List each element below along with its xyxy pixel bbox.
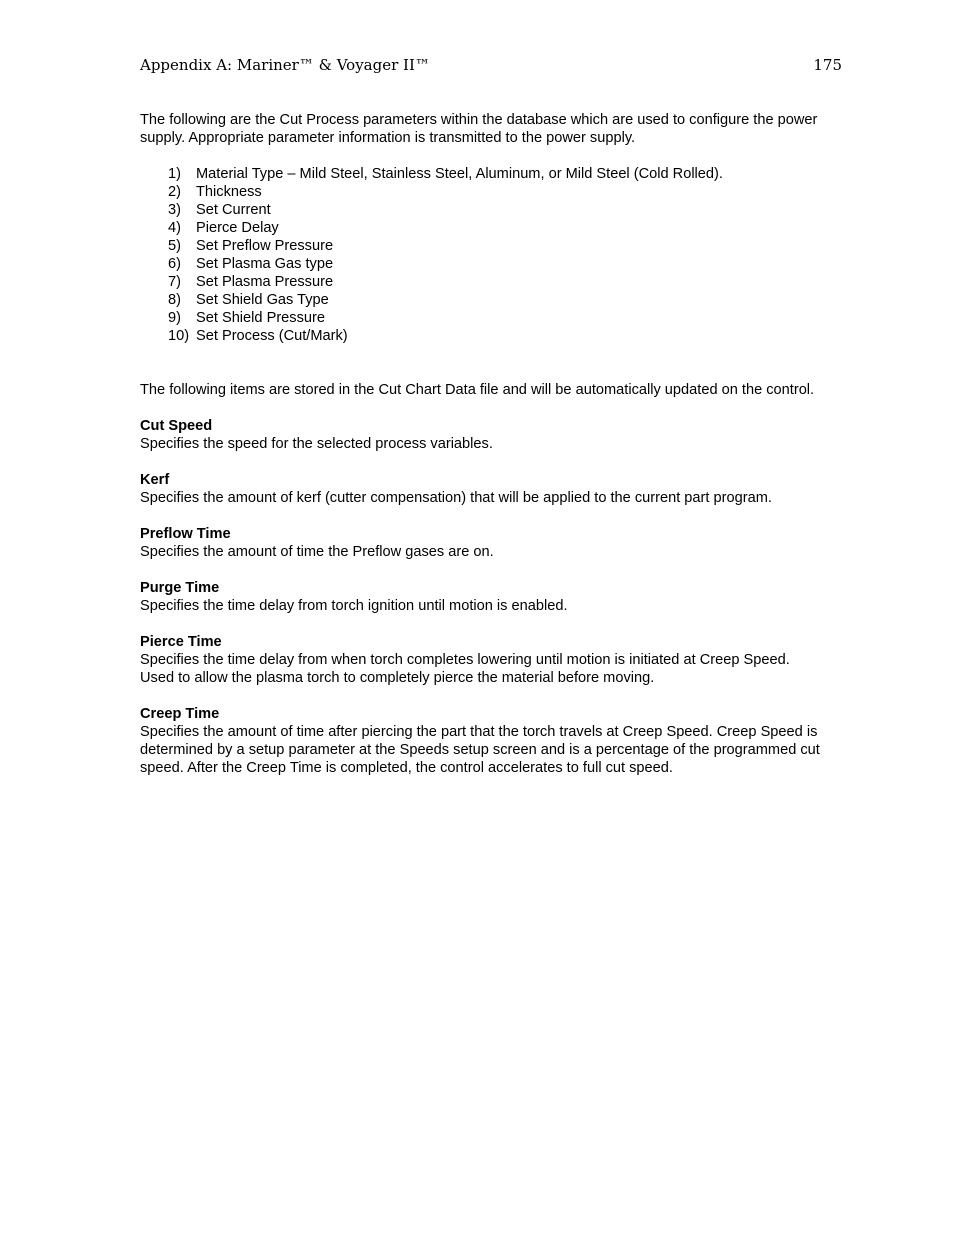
list-item-text: Set Shield Pressure: [196, 310, 325, 326]
list-item: [168, 291, 820, 309]
term-description: Specifies the amount of time the Preflow gases are on.: [140, 544, 494, 560]
header-title: Appendix A: Mariner™ & Voyager II™: [140, 56, 430, 74]
list-item-text: Set Preflow Pressure: [196, 238, 334, 254]
intro-paragraph: The following are the Cut Process parameters within the database which are used to configure the power supply. Appropriate parameter information is transmitted to the power supply.: [140, 112, 818, 146]
term-heading: Pierce Time: [140, 634, 222, 650]
term-pierce-time: [140, 633, 820, 687]
list-item: [168, 273, 820, 291]
list-item-number: 10): [168, 328, 190, 344]
list-item-text: Set Plasma Pressure: [196, 274, 334, 290]
list-item: [168, 237, 820, 255]
term-creep-time: [140, 705, 820, 777]
list-item: [168, 219, 820, 237]
list-item: [168, 255, 820, 273]
list-item-text: Set Plasma Gas type: [196, 256, 334, 272]
list-item: [168, 165, 820, 183]
list-item: [168, 327, 820, 345]
list-item-number: 3): [168, 202, 181, 218]
list-item: [168, 201, 820, 219]
term-purge-time: [140, 579, 820, 615]
parameter-list: [168, 165, 820, 345]
page-body: [140, 111, 820, 795]
stored-items-paragraph: The following items are stored in the Cut Chart Data file and will be automatically updated on the control.: [140, 382, 815, 398]
term-description: Specifies the amount of time after piercing the part that the torch travels at Creep Speed. Creep Speed is determined by a setup parameter at the Speeds setup screen and is a percentage of the programmed cut speed. After the Creep Time is completed, the control accelerates to full cut speed.: [140, 724, 820, 776]
list-item-number: 1): [168, 166, 181, 182]
list-item-number: 7): [168, 274, 181, 290]
term-kerf: [140, 471, 820, 507]
list-item-text: Set Process (Cut/Mark): [196, 328, 348, 344]
term-heading: Cut Speed: [140, 418, 213, 434]
term-description: Specifies the speed for the selected process variables.: [140, 436, 493, 452]
list-item-text: Thickness: [196, 184, 262, 200]
term-heading: Kerf: [140, 472, 170, 488]
term-description: Specifies the amount of kerf (cutter compensation) that will be applied to the current part program.: [140, 490, 772, 506]
list-item-number: 6): [168, 256, 181, 272]
list-item-number: 8): [168, 292, 181, 308]
term-preflow-time: [140, 525, 820, 561]
term-heading: Purge Time: [140, 580, 220, 596]
list-item-number: 4): [168, 220, 181, 236]
list-item-text: Material Type – Mild Steel, Stainless Steel, Aluminum, or Mild Steel (Cold Rolled).: [196, 166, 723, 182]
list-item: [168, 309, 820, 327]
list-item-number: 2): [168, 184, 181, 200]
list-item-text: Pierce Delay: [196, 220, 279, 236]
term-cut-speed: [140, 417, 820, 453]
term-heading: Preflow Time: [140, 526, 231, 542]
page-number: 175: [813, 56, 842, 74]
list-item-text: Set Current: [196, 202, 271, 218]
list-item-number: 9): [168, 310, 181, 326]
term-description: Specifies the time delay from when torch completes lowering until motion is initiated at Creep Speed. Used to allow the plasma torch to completely pierce the material before moving.: [140, 652, 790, 686]
page-header: [140, 56, 842, 76]
term-description: Specifies the time delay from torch ignition until motion is enabled.: [140, 598, 568, 614]
list-item-text: Set Shield Gas Type: [196, 292, 329, 308]
list-item: [168, 183, 820, 201]
term-heading: Creep Time: [140, 706, 220, 722]
list-item-number: 5): [168, 238, 181, 254]
